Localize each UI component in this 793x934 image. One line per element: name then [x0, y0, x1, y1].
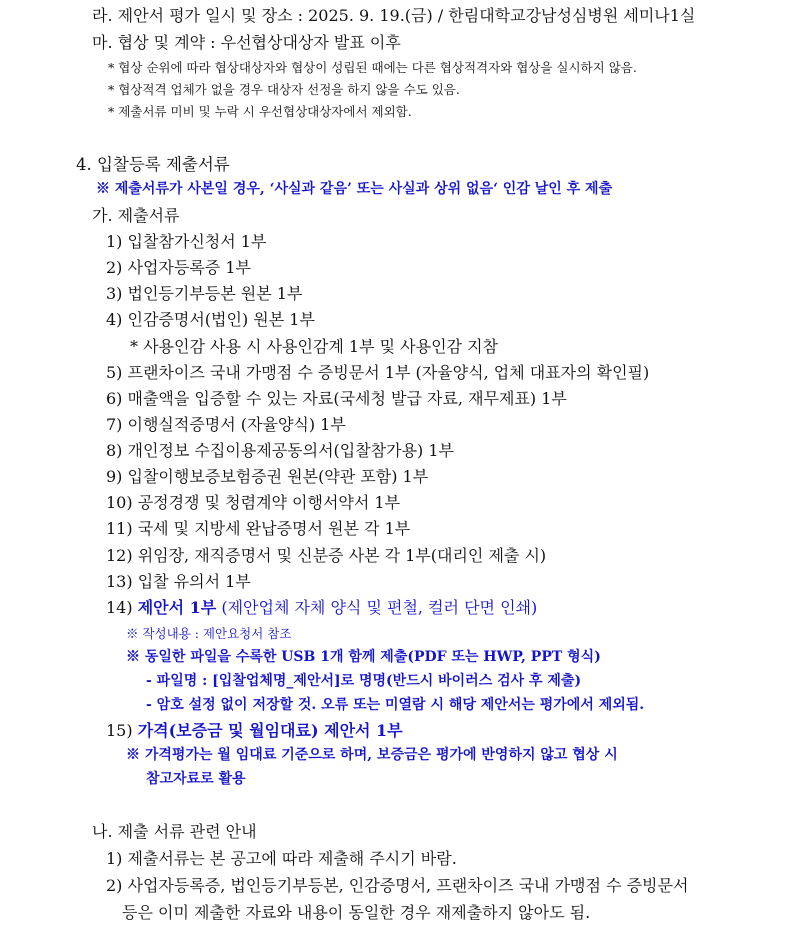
item-number: 14) — [106, 598, 133, 617]
usb-notice: ※ 동일한 파일을 수록한 USB 1개 함께 제출(PDF 또는 HWP, PPT 형식) — [126, 649, 601, 665]
price-bold: 가격(보증금 및 월임대료) 제안서 1부 — [137, 721, 403, 740]
list-item-price — [106, 721, 403, 740]
contract-line: 마. 협상 및 계약 : 우선협상대상자 발표 이후 — [92, 33, 401, 52]
guide-item: 1) 제출서류는 본 공고에 따라 제출해 주시기 바람. — [106, 849, 457, 868]
list-item: 11) 국세 및 지방세 완납증명서 원본 각 1부 — [106, 519, 411, 538]
guide-item-cont: 등은 이미 제출한 자료와 내용이 동일한 경우 재제출하지 않아도 됨. — [122, 903, 591, 922]
list-item-proposal — [106, 598, 537, 617]
list-item: 2) 사업자등록증 1부 — [106, 258, 251, 277]
proposal-detail: (제안업체 자체 양식 및 편철, 컬러 단면 인쇄) — [221, 598, 538, 617]
item-number: 15) — [106, 721, 133, 740]
price-note-cont: 참고자료로 활용 — [146, 771, 246, 787]
list-item: 9) 입찰이행보증보험증권 원본(약관 포함) 1부 — [106, 467, 429, 486]
note-line: * 협상 순위에 따라 협상대상자와 협상이 성립된 때에는 다른 협상적격자와 협상을 실시하지 않음. — [108, 60, 637, 75]
list-item: 3) 법인등기부등본 원본 1부 — [106, 284, 303, 303]
password-notice: - 암호 설정 없이 저장할 것. 오류 또는 미열람 시 해당 제안서는 평가에서 제외됨. — [146, 697, 645, 713]
list-item: 12) 위임장, 재직증명서 및 신분증 사본 각 1부(대리인 제출 시) — [106, 546, 547, 565]
evaluation-schedule: 라. 제안서 평가 일시 및 장소 : 2025. 9. 19.(금) / 한림대학교강남성심병원 세미나1실 — [92, 6, 696, 25]
proposal-bold: 제안서 1부 — [137, 598, 217, 617]
list-item: 4) 인감증명서(법인) 원본 1부 — [106, 310, 315, 329]
note-line: * 협상적격 업체가 없을 경우 대상자 선정을 하지 않을 수도 있음. — [108, 82, 460, 97]
list-item: 10) 공정경쟁 및 청렴계약 이행서약서 1부 — [106, 493, 401, 512]
subsection-title: 나. 제출 서류 관련 안내 — [92, 822, 257, 841]
copy-notice: ※ 제출서류가 사본일 경우, ‘사실과 같음’ 또는 사실과 상위 없음‘ 인감 날인 후 제출 — [96, 181, 613, 197]
filename-notice: - 파일명 : [입찰업체명_제안서]로 명명(반드시 바이러스 검사 후 제출) — [146, 673, 582, 689]
guide-item: 2) 사업자등록증, 법인등기부등본, 인감증명서, 프랜차이즈 국내 가맹점 수 증빙문서 — [106, 876, 689, 895]
list-item: 7) 이행실적증명서 (자율양식) 1부 — [106, 415, 346, 434]
price-note: ※ 가격평가는 월 임대료 기준으로 하며, 보증금은 평가에 반영하지 않고 협상 시 — [126, 747, 618, 763]
list-item-note: * 사용인감 사용 시 사용인감계 1부 및 사용인감 지참 — [130, 337, 498, 356]
list-item: 6) 매출액을 입증할 수 있는 자료(국세청 발급 자료, 재무제표) 1부 — [106, 389, 567, 408]
section-heading: 4. 입찰등록 제출서류 — [76, 155, 230, 174]
list-item: 1) 입찰참가신청서 1부 — [106, 232, 267, 251]
proposal-note: ※ 작성내용 : 제안요청서 참조 — [126, 626, 292, 641]
list-item: 13) 입찰 유의서 1부 — [106, 572, 251, 591]
note-line: * 제출서류 미비 및 누락 시 우선협상대상자에서 제외함. — [108, 104, 412, 119]
list-item: 5) 프랜차이즈 국내 가맹점 수 증빙문서 1부 (자율양식, 업체 대표자의 확인필) — [106, 363, 650, 382]
list-item: 8) 개인정보 수집이용제공동의서(입찰참가용) 1부 — [106, 441, 455, 460]
subsection-title: 가. 제출서류 — [92, 206, 180, 225]
